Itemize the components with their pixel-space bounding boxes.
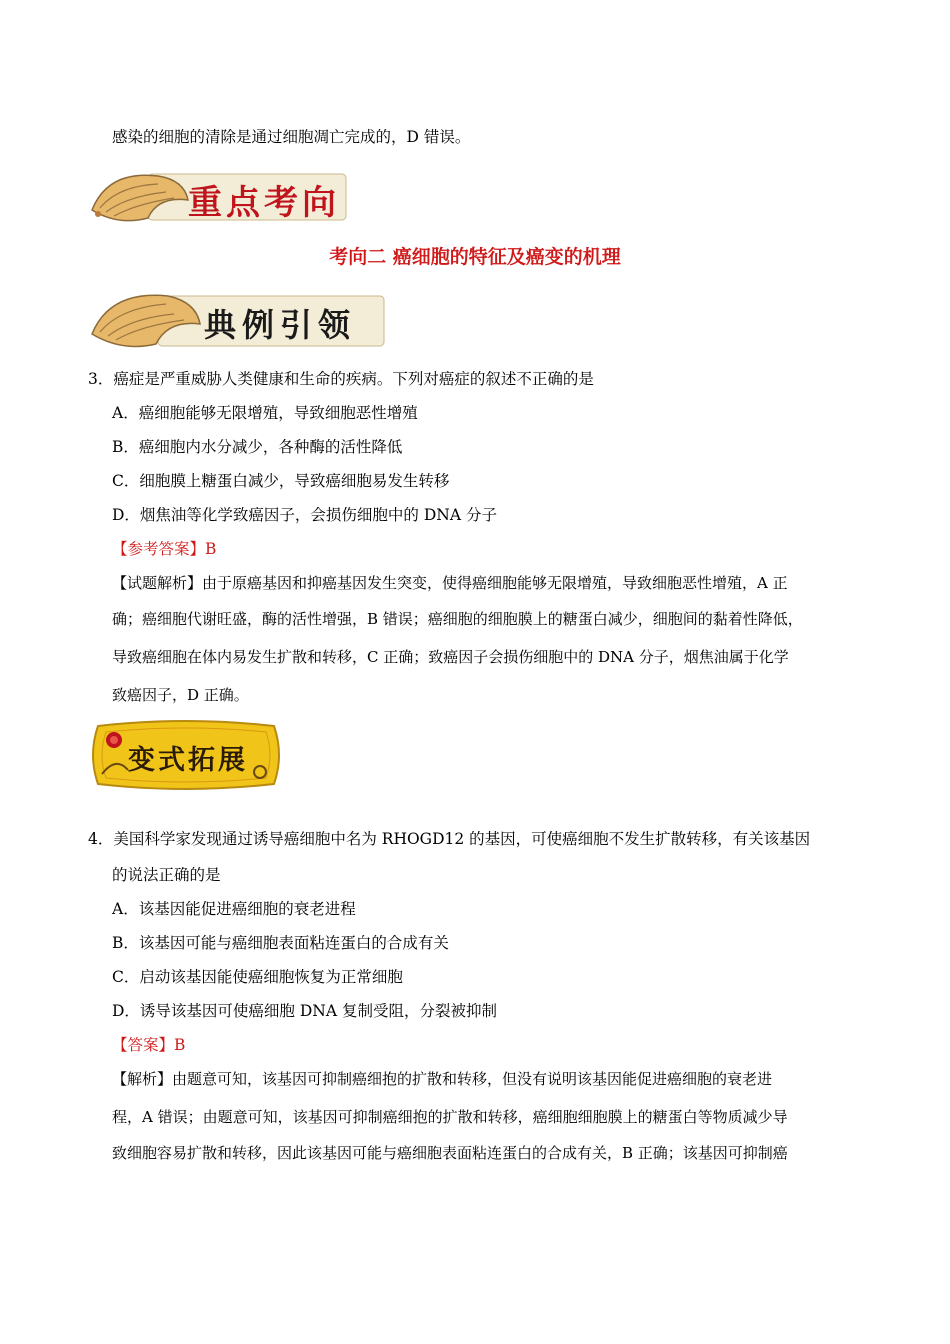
q3-analysis-line: 确；癌细胞代谢旺盛，酶的活性增强，B 错误；癌细胞的细胞膜上的糖蛋白减少，细胞间的黏着性降低， bbox=[112, 610, 803, 628]
q4-analysis-line: 程，A 错误；由题意可知，该基因可抑制癌细抱的扩散和转移，癌细胞细胞膜上的糖蛋白等物质减少导 bbox=[112, 1108, 788, 1126]
example-banner bbox=[88, 286, 388, 354]
example-banner-label: 典例引领 bbox=[204, 306, 357, 344]
continued-text: 感染的细胞的清除是通过细胞凋亡完成的，D 错误。 bbox=[112, 128, 471, 146]
q3-option-b: B．癌细胞内水分减少，各种酶的活性降低 bbox=[112, 438, 403, 456]
q3-option-a: A．癌细胞能够无限增殖，导致细胞恶性增殖 bbox=[112, 404, 418, 422]
q4-option-a: A．该基因能促进癌细胞的衰老进程 bbox=[112, 900, 356, 918]
q4-option-b: B．该基因可能与癌细胞表面粘连蛋白的合成有关 bbox=[112, 934, 449, 952]
q3-option-c: C．细胞膜上糖蛋白减少，导致癌细胞易发生转移 bbox=[112, 472, 450, 490]
q3-analysis-line: 【试题解析】由于原癌基因和抑癌基因发生突变，使得癌细胞能够无限增殖，导致细胞恶性增殖，A 正 bbox=[112, 574, 788, 592]
q3-stem: 3．癌症是严重威胁人类健康和生命的疾病。下列对癌症的叙述不正确的是 bbox=[88, 370, 594, 388]
q4-analysis-line: 【解析】由题意可知，该基因可抑制癌细抱的扩散和转移，但没有说明该基因能促进癌细胞的衰老进 bbox=[112, 1070, 773, 1088]
key-focus-banner bbox=[88, 166, 350, 228]
q3-option-d: D．烟焦油等化学致癌因子，会损伤细胞中的 DNA 分子 bbox=[112, 506, 497, 524]
q4-option-d: D．诱导该基因可使癌细胞 DNA 复制受阻，分裂被抑制 bbox=[112, 1002, 497, 1020]
key-focus-banner-label: 重点考向 bbox=[188, 183, 340, 223]
q3-analysis-line: 致癌因子，D 正确。 bbox=[112, 686, 249, 704]
section-title: 考向二 癌细胞的特征及癌变的机理 bbox=[329, 246, 621, 268]
variation-banner-label: 变式拓展 bbox=[128, 745, 248, 776]
q4-stem: 的说法正确的是 bbox=[112, 866, 221, 884]
q3-answer: 【参考答案】B bbox=[112, 540, 217, 558]
q3-analysis-line: 导致癌细胞在体内易发生扩散和转移，C 正确；致癌因子会损伤细胞中的 DNA 分子，烟焦油属于化学 bbox=[112, 648, 789, 666]
q4-answer: 【答案】B bbox=[112, 1036, 186, 1054]
q4-analysis-line: 致细胞容易扩散和转移，因此该基因可能与癌细胞表面粘连蛋白的合成有关，B 正确；该基因可抑制癌 bbox=[112, 1144, 788, 1162]
q4-stem: 4．美国科学家发现通过诱导癌细胞中名为 RHOGD12 的基因，可使癌细胞不发生扩散转移，有关该基因 bbox=[88, 830, 811, 848]
q4-option-c: C．启动该基因能使癌细胞恢复为正常细胞 bbox=[112, 968, 403, 986]
variation-banner bbox=[88, 716, 284, 794]
